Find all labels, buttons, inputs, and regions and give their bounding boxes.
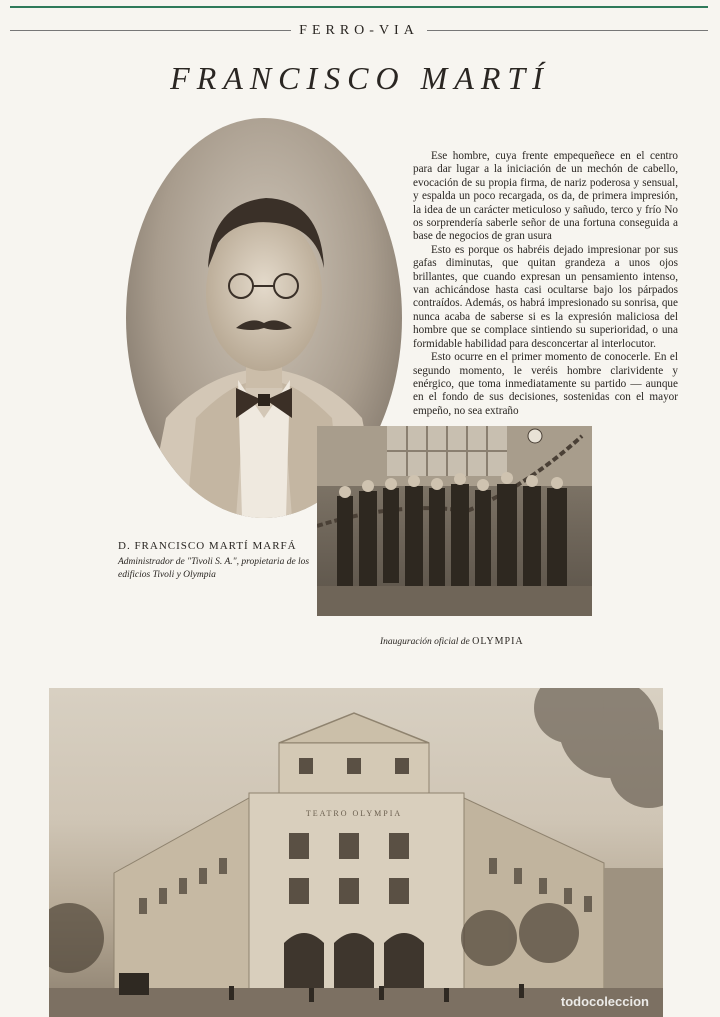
inauguration-photo bbox=[317, 426, 592, 616]
portrait-caption-description: Administrador de "Tivoli S. A.", propietaria de los edificios Tivoli y Olympia bbox=[118, 557, 310, 580]
building-sign: TEATRO OLYMPIA bbox=[305, 809, 403, 818]
portrait-caption-name: D. FRANCISCO MARTÍ MARFÁ bbox=[118, 540, 297, 552]
paragraph-1: Ese hombre, cuya frente empequeñece en el centro para dar lugar a la iniciación de un mechón de cabello, evocación de su propia firma, de nariz poderosa y sensual, y espalda un poco recargada, os da, de primera impresión, la idea de un carácter meticuloso y sañudo, terco y frío No os sorprendería saberle señor de una fortuna conseguida a base de negocios de gran usura bbox=[413, 150, 678, 243]
running-title: FERRO-VIA bbox=[291, 23, 427, 38]
top-rule bbox=[10, 6, 708, 8]
running-header bbox=[10, 22, 708, 42]
inauguration-caption-prefix: Inauguración oficial de bbox=[380, 637, 470, 647]
inauguration-illustration bbox=[317, 426, 592, 616]
olympia-building-photo bbox=[49, 688, 663, 1017]
building-illustration bbox=[49, 688, 663, 1017]
watermark: todocoleccion bbox=[560, 994, 649, 1009]
paragraph-2: Esto es porque os habréis dejado impresionar por sus gafas diminutas, que quitan grandeza a unos ojos brillantes, que cuando expresan un pensamiento intenso, van achicándose hasta casi ocultarse bajo los párpados contraídos. Además, os habrá impresionado su sonrisa, que nunca acaba de saberse si es la expresión maliciosa del hombre que se complace sintiendo su superioridad, o una formidable habilidad para desconcertar al interlocutor. bbox=[413, 243, 678, 350]
article-body bbox=[413, 150, 678, 418]
article-title: FRANCISCO MARTÍ bbox=[170, 60, 550, 96]
inauguration-caption-venue: OLYMPIA bbox=[472, 636, 524, 647]
inauguration-caption bbox=[380, 636, 580, 647]
paragraph-3: Esto ocurre en el primer momento de conocerle. En el segundo momento, le veréis hombre clarividente y enérgico, que toma inmediatamente su partido — aunque en el fondo de sus decisiones, sostenidas con el mayor empeño, no sea extraño bbox=[413, 351, 678, 417]
